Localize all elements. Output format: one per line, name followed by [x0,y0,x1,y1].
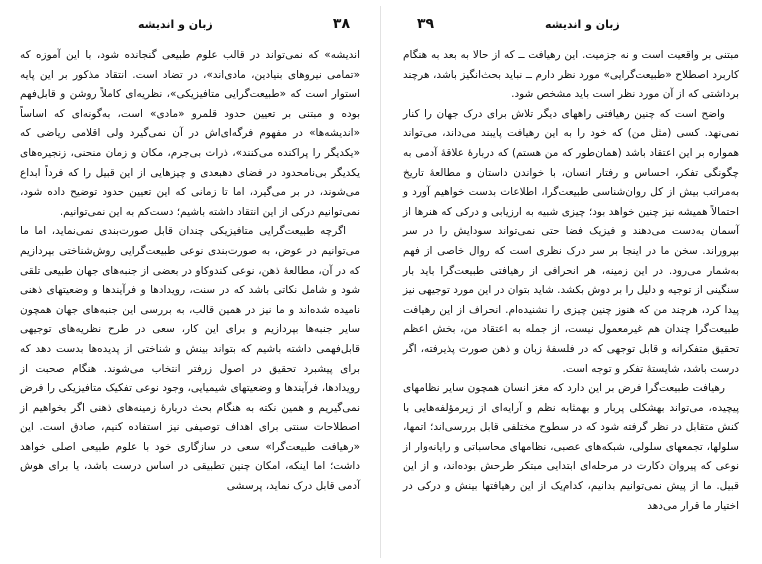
left-page-number: ۳۸ [332,16,350,32]
right-paragraph-1: مبتنی بر واقعیت است و نه جزمیت. این رهیافت ــ که از حالا به بعد به هنگام کاربرد اصطلاح «طبیعت‌گرایی» مورد نظر دارم ــ نباید بحث‌انگیز باشد، هرچند برداشتی که از آن مورد نظر است باید مشخص شود. [403,49,739,101]
left-page-body [20,46,360,497]
right-page-body [403,46,739,516]
left-paragraph-2: اگرچه طبیعت‌گرایی متافیزیکی چندان قابل صورت‌بندی نمی‌نماید، اما ما می‌توانیم در عوض، به صورت‌بندی نوعی طبیعت‌گرایی روش‌شناختی بپردازیم که در آن، مطالعهٔ ذهن، نوعی کندوکاو در بعضی از جنبه‌های جهان طبیعی تلقی شود و شامل نکاتی باشد که در سنت، رویدادها و فرآیندها و وضعیتهای ذهنی نامیده شده‌اند و ما نیز در همین قالب، به بررسی این جنبه‌های جهان همچون سایر جنبه‌ها بپردازیم و برای این کار، سعی در طرح نظریه‌های توجیهی قابل‌فهمی داشته باشیم که بتواند بینش و شناختی از پدیده‌ها بدست دهد که برای پیشبرد تحقیق در اصول زرفتر انتخاب می‌شوند. هنگام صحبت از رویدادها، فرآیندها و وضعیتهای شیمیایی، وجود نوعی تفکیک متافیزیکی را فرض نمی‌گیریم و همین نکته به هنگام بحث دربارهٔ زمینه‌های ذهنی اگر بخواهیم از اصطلاحات سنتی برای اهداف توصیفی نیز استفاده کنیم، صادق است. این «رهیافت طبیعت‌گرا» سعی در سازگاری خود با علوم طبیعی اصلی خواهد داشت؛ اما اینکه، امکان چنین تطبیقی در اساس درست باشد، یا برای هوش آدمی قابل درک نماید، پرسشی [20,225,360,493]
right-paragraph-2: واضح است که چنین رهیافتی راههای دیگر تلاش برای درک جهان را کنار نمی‌نهد. کسی (مثل من) که خود را به این رهیافت پایبند می‌داند، می‌تواند همواره بر این اعتقاد باشد (همان‌طور که من هستم) که دربارهٔ علاقهٔ آدمی به چگونگی تفکر، احساس و رفتار انسان، با خواندن داستان و مطالعهٔ تاریخ به‌مراتب بیش از کل روان‌شناسی طبیعت‌گرا، اطلاعات بدست خواهیم آورد و احتمالاً همیشه نیز چنین خواهد بود؛ چیزی شبیه به ارزیابی و درکی که هنرها از آسمان به‌دست می‌دهند و فیزیک فضا حتی نمی‌تواند سودایش را در سر بپروراند. سخن ما در اینجا بر سر درک نظری است که روال خاصی از فهم به‌شمار می‌رود. در این زمینه، هر انحرافی از رهیافتی طبیعت‌گرا باید بار سنگینی از توجیه و دلیل را بر دوش بکشد. شاید بتوان در این مورد توجیهی نیز پیدا کرد، هرچند من که هنوز چنین چیزی را نشنیده‌ام. انحراف از این رهیافت طبیعت‌گرا چندان هم غیرمعمول نیست، از جمله به اعتقاد من، بخش اعظم تحقیق متفکرانه و قابل توجهی که در فلسفهٔ زبان و ذهن صورت پذیرفته، اگر درست باشد، شایستهٔ تفکر و توجه است. [403,107,739,375]
right-page [381,0,762,564]
left-running-title: زبان و اندیشه [138,18,213,31]
right-running-title: زبان و اندیشه [545,18,620,31]
left-page-header [28,16,358,38]
right-page-number: ۳۹ [417,16,435,32]
left-paragraph-1: اندیشه» که نمی‌تواند در قالب علوم طبیعی گنجانده شود، با این آموزه که «تمامی نیروهای بنیادین، مادی‌اند»، در تضاد است. انتقاد مذکور بر این پایه استوار است که «طبیعت‌گرایی متافیزیکی»، نظریه‌ای کاملاً روشن و قابل‌فهم بوده و مبتنی بر تعیین حدود قلمرو «مادی» است، به‌گونه‌ای که اساساً «اندیشه‌ها» در مفهوم فرگه‌ای‌اش در آن نمی‌گیرد ولی اقلامی ریاضی که «یکدیگر را پراکنده می‌کنند»، ذرات بی‌جرم، مکان و زمان منحنی، زنجیره‌های یکدیگر بی‌نامحدود در فضای دهبعدی و چیزهایی از این قبیل را که فرداً ابداع می‌شوند، در بر می‌گیرد، اما تا زمانی که این تعیین حدود توضیح داده شود، نمی‌توانیم درکی از این انتقاد داشته باشیم؛ دست‌کم به این نمی‌توانیم. [20,49,360,218]
right-paragraph-3: رهیافت طبیعت‌گرا فرض بر این دارد که مغز انسان همچون سایر نظامهای پیچیده، می‌تواند بهشکلی پربار و بهمثابه نظم و آرایه‌ای از زیرمؤلفه‌هایی با کنش متقابل در نظر گرفته شود که در سطوح مختلفی قابل بررسی‌اند؛ اتمها، سلولها، تجمعهای سلولی، شبکه‌های عصبی، نظامهای محاسباتی و رایانه‌وار از نوعی که پیروان دکارت در مرحله‌ای ابتدایی مبتکر طرحش بوده‌اند، و از این قبیل. ما از پیش نمی‌توانیم بدانیم، کدام‌یک از این رهیافتها بینش و درکی در اختیار ما قرار می‌دهد [403,382,739,512]
right-page-header [407,16,737,38]
